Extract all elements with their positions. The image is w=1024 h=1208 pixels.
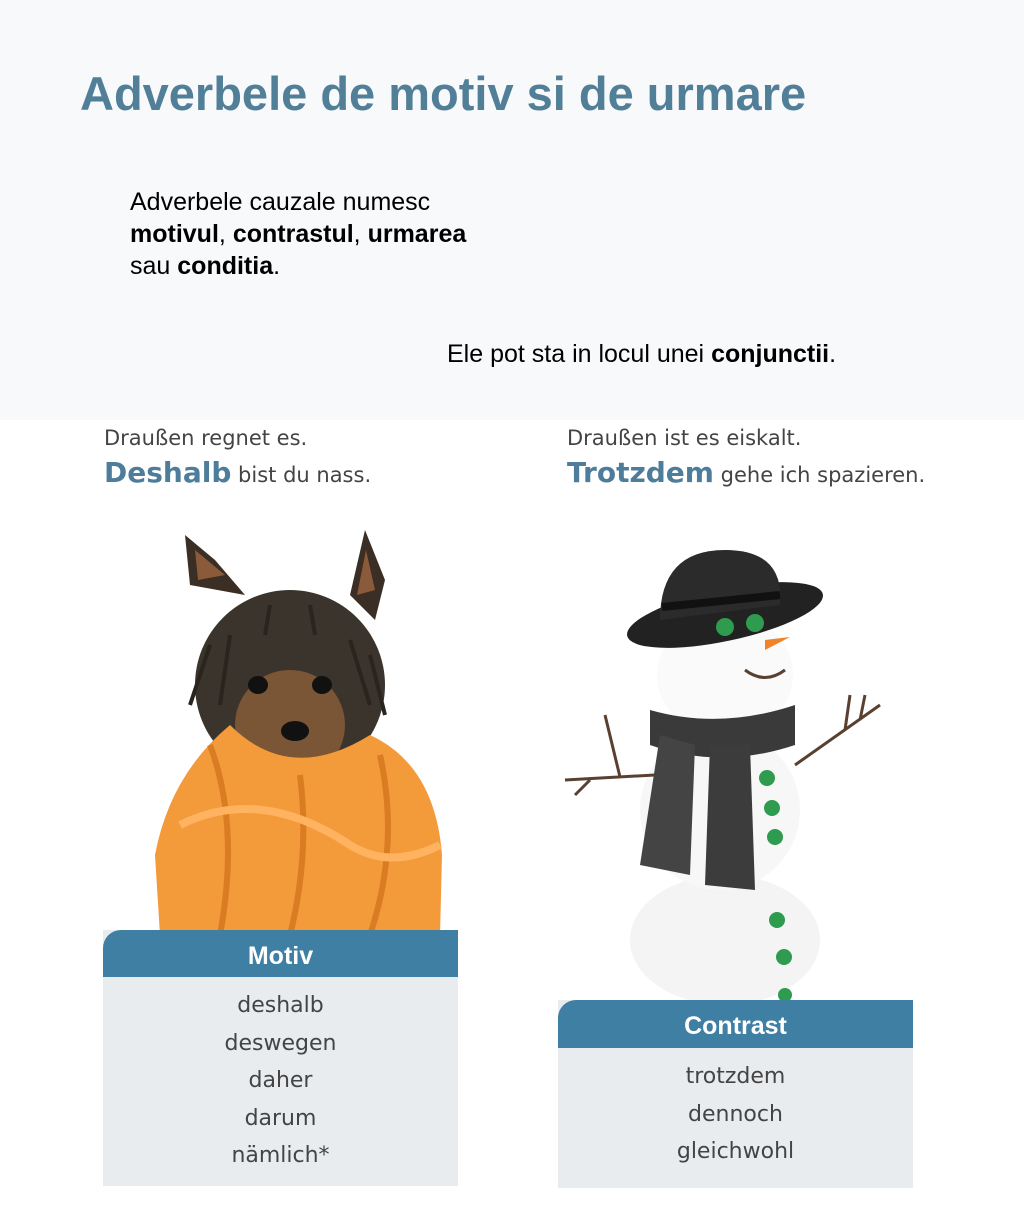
intro-bold-conditia: conditia	[177, 252, 274, 280]
motiv-box-header: Motiv	[103, 930, 458, 977]
example-left-rest: bist du nass.	[231, 463, 372, 487]
intro-separator: ,	[353, 220, 368, 248]
intro-text: sau	[130, 252, 178, 280]
motiv-box	[103, 930, 458, 1186]
intro-bold-urmarea: urmarea	[367, 220, 467, 248]
list-item: deswegen	[224, 1030, 337, 1056]
example-right-rest: gehe ich spazieren.	[713, 463, 926, 487]
page-title: Adverbele de motiv si de urmare	[80, 67, 807, 120]
wet-dog-image	[150, 525, 450, 935]
contrast-box	[558, 1000, 913, 1188]
intro-period: .	[273, 252, 281, 280]
list-item: daher	[248, 1068, 313, 1093]
conjunction-note-bold: conjunctii	[711, 340, 830, 368]
intro-text: Adverbele cauzale numesc	[130, 188, 431, 216]
intro-paragraph	[130, 186, 466, 282]
intro-bold-motivul: motivul	[130, 220, 219, 248]
intro-bold-contrastul: contrastul	[232, 220, 354, 248]
example-right-sentence1: Draußen ist es eiskalt.	[567, 426, 802, 450]
intro-separator: ,	[218, 220, 233, 248]
example-left-sentence2	[104, 456, 371, 489]
list-item: trotzdem	[685, 1064, 786, 1089]
example-right-keyword: Trotzdem	[567, 456, 714, 489]
list-item: deshalb	[237, 993, 324, 1018]
example-left-sentence1: Draußen regnet es.	[104, 426, 308, 450]
list-item: darum	[244, 1105, 317, 1131]
conjunction-note	[447, 340, 836, 369]
example-right-sentence2	[567, 456, 925, 489]
list-item: nämlich*	[231, 1143, 330, 1168]
list-item: gleichwohl	[676, 1139, 795, 1164]
contrast-box-header: Contrast	[558, 1000, 913, 1048]
snowman-image	[560, 545, 890, 1005]
list-item: dennoch	[688, 1101, 783, 1127]
conjunction-note-text: Ele pot sta in locul unei	[447, 340, 712, 368]
motiv-adverb-list	[103, 977, 458, 1175]
contrast-adverb-list	[558, 1048, 913, 1171]
conjunction-note-period: .	[829, 340, 837, 368]
example-left-keyword: Deshalb	[104, 456, 232, 489]
